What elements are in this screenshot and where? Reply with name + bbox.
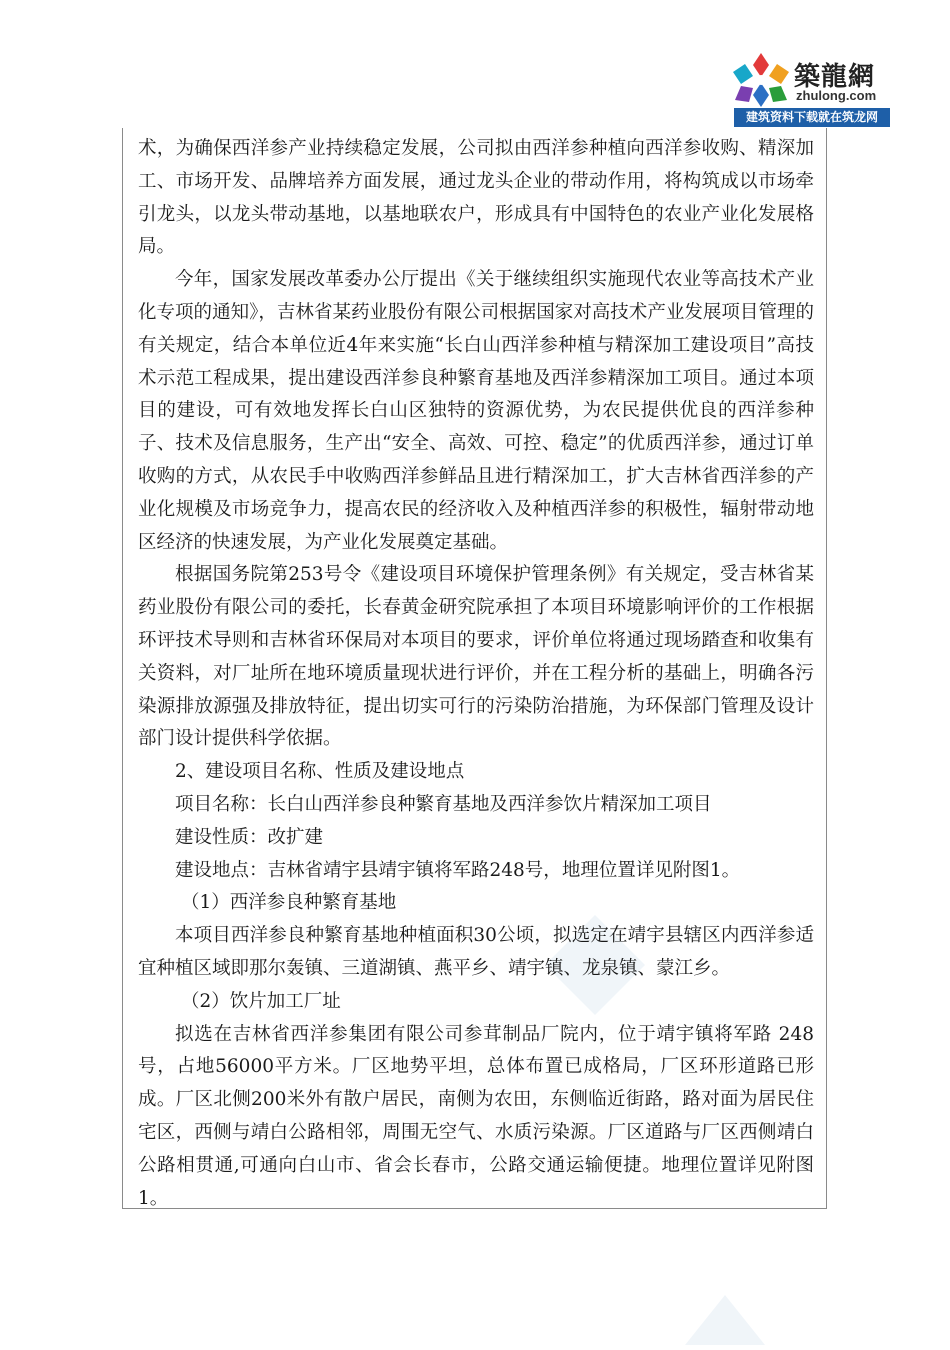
logo-slogan: 建筑资料下载就在筑龙网 [734,108,890,127]
subheading-factory-site: （2）饮片加工厂址 [181,990,341,1012]
document-body [138,133,814,1215]
subheading-breeding-base: （1）西洋参良种繁育基地 [181,892,397,914]
paragraph-project-background: 今年，国家发展改革委办公厅提出《关于继续组织实施现代农业等高技术产业化专项的通知》，吉林省某药业股份有限公司根据国家对高技术产业发展项目管理的有关规定，结合本单位近4年来实施“长白山西洋参种植与精深加工建设项目”高技术示范工程成果，提出建设西洋参良种繁育基地及西洋参精深加工项目。通过本项目的建设，可有效地发挥长白山区独特的资源优势，为农民提供优良的西洋参种子、技术及信息服务，生产出“安全、高效、可控、稳定”的优质西洋参，通过订单收购的方式，从农民手中收购西洋参鲜品且进行精深加工，扩大吉林省西洋参的产业化规模及市场竞争力，提高农民的经济收入及种植西洋参的积极性，辐射带动地区经济的快速发展，为产业化发展奠定基础。 [138,269,814,553]
paragraph-intro-continued: 术，为确保西洋参产业持续稳定发展，公司拟由西洋参种植向西洋参收购、精深加工、市场开发、品牌培养方面发展，通过龙头企业的带动作用，将构筑成以市场牵引龙头，以龙头带动基地，以基地联农户，形成具有中国特色的农业产业化发展格局。 [138,138,814,258]
construction-nature-line: 建设性质：改扩建 [175,826,324,848]
zhulong-logo [732,50,892,128]
paragraph-eia-basis: 根据国务院第253号令《建设项目环境保护管理条例》有关规定，受吉林省某药业股份有限公司的委托，长春黄金研究院承担了本项目环境影响评价的工作根据环评技术导则和吉林省环保局对本项目的要求，评价单位将通过现场踏查和收集有关资料，对厂址所在地环境质量现状进行评价，并在工程分析的基础上，明确各污染源排放源强及排放特征，提出切实可行的污染防治措施，为环保部门管理及设计部门设计提供科学依据。 [138,564,814,750]
project-name-line: 项目名称：长白山西洋参良种繁育基地及西洋参饮片精深加工项目 [175,793,712,815]
section-heading-project-info: 2、建设项目名称、性质及建设地点 [175,761,465,783]
zhulong-logo-icon [732,52,790,108]
logo-name: 築龍網 [794,62,876,92]
paragraph-breeding-base: 本项目西洋参良种繁育基地种植面积30公顷，拟选定在靖宇县辖区内西洋参适宜种植区域即那尔轰镇、三道湖镇、燕平乡、靖宇镇、龙泉镇、蒙江乡。 [138,925,814,979]
watermark-logo-icon [680,1290,770,1350]
logo-domain: zhulong.com [796,88,877,103]
construction-location-line: 建设地点：吉林省靖宇县靖宇镇将军路248号，地理位置详见附图1。 [175,859,741,881]
paragraph-factory-site: 拟选在吉林省西洋参集团有限公司参茸制品厂院内，位于靖宇镇将军路 248号，占地56000平方米。厂区地势平坦，总体布置已成格局，厂区环形道路已形成。厂区北侧200米外有散户居民，南侧为农田，东侧临近街路，路对面为居民住宅区，西侧与靖白公路相邻，周围无空气、水质污染源。厂区道路与厂区西侧靖白公路相贯通,可通向白山市、省会长春市，公路交通运输便捷。地理位置详见附图1。 [138,1023,814,1209]
